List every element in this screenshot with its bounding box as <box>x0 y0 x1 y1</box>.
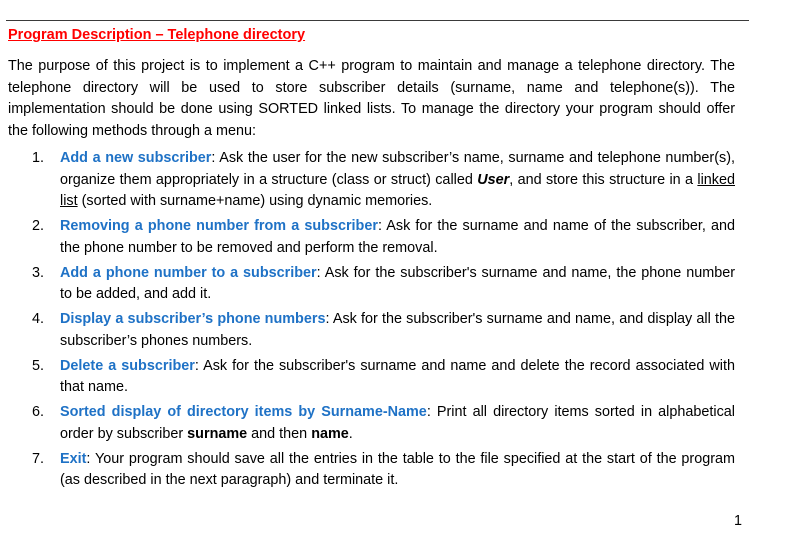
list-item <box>32 402 735 445</box>
top-divider <box>6 20 749 21</box>
item-text: : Ask for the subscriber's surname and name, and display all the subscriber’s phones numbers. <box>60 311 735 349</box>
item-text: : Ask for the subscriber's surname and name, the phone number to be added, and add it. <box>60 264 735 302</box>
item-label: Add a phone number to a subscriber <box>60 264 317 281</box>
item-label: Display a subscriber’s phone numbers <box>60 311 326 327</box>
item-bold-term: name <box>311 425 349 442</box>
item-text: , and store this structure in a <box>509 171 698 188</box>
item-text: : Ask for the subscriber's surname and name and delete the record associated with that name. <box>60 357 735 395</box>
item-text: (sorted with surname+name) using dynamic memories. <box>77 193 433 209</box>
list-item <box>32 309 735 352</box>
item-label: Exit <box>60 450 87 467</box>
item-number: 4. <box>32 311 45 327</box>
item-number: 7. <box>32 450 45 467</box>
item-text: : Your program should save all the entries in the table to the file specified at the start of the program (as described in the next paragraph) and terminate it. <box>60 450 735 488</box>
item-number: 2. <box>32 218 45 234</box>
intro-paragraph: The purpose of this project is to implement a C++ program to maintain and manage a telephone directory. The telephone directory will be used to store subscriber details (surname, name and telephone(s)). The implementation should be done using SORTED linked lists. To manage the directory your program should offer the following methods through a menu: <box>8 58 735 139</box>
item-label: Add a new subscriber <box>60 150 212 166</box>
item-text: and then <box>247 425 312 442</box>
item-number: 1. <box>32 150 45 166</box>
item-label: Removing a phone number from a subscriber <box>60 218 378 234</box>
item-underlined-term: linked list <box>60 171 735 209</box>
list-item <box>32 216 735 259</box>
section-heading: Program Description – Telephone directory <box>8 27 306 43</box>
item-bold-term: surname <box>187 425 248 442</box>
item-text: : Ask for the surname and name of the subscriber, and the phone number to be removed and perform the removal. <box>60 218 735 256</box>
menu-methods-list <box>32 148 735 495</box>
list-item <box>32 263 735 306</box>
list-item <box>32 449 735 492</box>
item-emphasis: User <box>477 171 510 188</box>
list-item <box>32 356 735 399</box>
item-text: : Print all directory items sorted in alphabetical order by subscriber <box>60 404 735 442</box>
list-item <box>32 148 735 213</box>
item-label: Sorted display of directory items by Surname-Name <box>60 404 427 420</box>
item-label: Delete a subscriber <box>60 357 195 374</box>
item-text: . <box>348 425 353 442</box>
page-number: 1 <box>733 513 742 529</box>
item-text: : Ask the user for the new subscriber’s name, surname and telephone number(s), organize them appropriately in a structure (class or struct) called <box>60 150 736 188</box>
item-number: 5. <box>32 357 45 374</box>
item-number: 6. <box>32 404 45 420</box>
item-number: 3. <box>32 264 45 281</box>
